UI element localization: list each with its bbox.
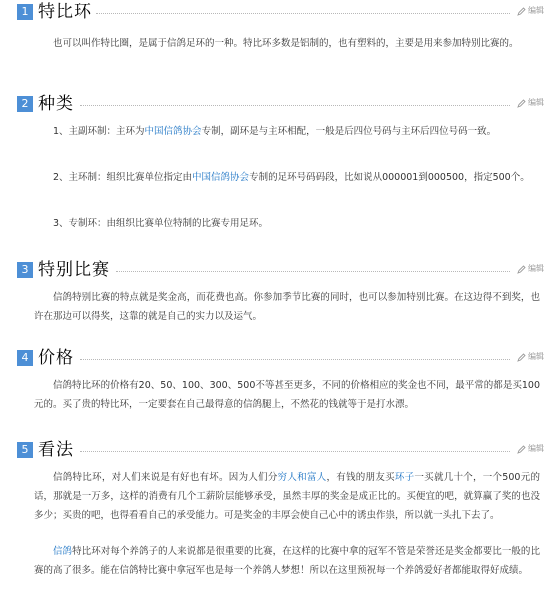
section-5: [0, 438, 554, 576]
paragraph-text: 特比环对每个养鸽子的人来说都是很重要的比赛，在这样的比赛中拿的冠军不管是荣誉还是奖金都要比一般的比赛的高了很多。能在信鸽特比赛中拿冠军也是每一个养鸽人梦想！所以在这里预祝每一个养鸽爱好者都能取得好成绩。: [34, 546, 540, 576]
section-title: 特比环: [38, 2, 92, 22]
paragraph-text: 也可以叫作特比圈，是属于信鸽足环的一种。特比环多数是铝制的，也有塑料的，主要是用来参加特别比赛的。: [53, 38, 519, 49]
edit-label: 编辑: [528, 98, 544, 107]
edit-label: 编辑: [528, 264, 544, 273]
paragraph-text: ，有钱的朋友买: [326, 472, 395, 483]
paragraph-text: 2、主环制：组织比赛单位指定由: [53, 172, 193, 183]
link-pigeon[interactable]: 信鸽: [53, 546, 73, 557]
pencil-icon: [517, 265, 526, 274]
heading-divider: [116, 271, 510, 272]
paragraph: [34, 468, 540, 525]
link-china-pigeon-association[interactable]: 中国信鸽协会: [192, 172, 250, 183]
paragraph-text: 一买就几十个，一个500元的话，那就是一万多，这样的消费有几个工薪阶层能够承受，虽然丰厚的奖金是成正比的。买便宜的吧，就算赢了奖的也没多少；买贵的吧，也得看看自己的承受能力。可是奖金的丰厚会使自己心中的诱虫作祟，所以就一头扎下去了。: [34, 472, 540, 521]
section-heading: [0, 258, 554, 282]
section-number: 1: [17, 4, 33, 20]
link-ring[interactable]: 环子: [394, 472, 415, 483]
section-number: 5: [17, 442, 33, 458]
paragraph-text: 信鸽特别比赛的特点就是奖金高，而花费也高。你参加季节比赛的同时，也可以参加特别比赛。在这边得不到奖，也许在那边可以得奖，这靠的就是自己的实力以及运气。: [34, 292, 540, 322]
paragraph: [34, 288, 540, 326]
edit-label: 编辑: [528, 444, 544, 453]
section-title: 种类: [38, 94, 74, 114]
heading-divider: [80, 451, 510, 452]
heading-divider: [96, 13, 510, 14]
section-heading: [0, 0, 554, 24]
section-title: 特别比赛: [38, 260, 110, 280]
section-title: 看法: [38, 440, 74, 460]
section-1: [0, 0, 554, 49]
section-number: 4: [17, 350, 33, 366]
heading-divider: [80, 105, 510, 106]
pencil-icon: [517, 7, 526, 16]
edit-label: 编辑: [528, 6, 544, 15]
paragraph: [34, 376, 540, 414]
paragraph-text: 专制，副环是与主环相配，一般是后四位号码与主环后四位号码一致。: [201, 126, 497, 137]
edit-button[interactable]: [517, 263, 544, 275]
paragraph: [34, 122, 540, 141]
paragraph: [34, 214, 540, 233]
pencil-icon: [517, 99, 526, 108]
section-heading: [0, 346, 554, 370]
paragraph-text: 3、专制环：由组织比赛单位特制的比赛专用足环。: [53, 218, 269, 229]
edit-button[interactable]: [517, 443, 544, 455]
pencil-icon: [517, 353, 526, 362]
pencil-icon: [517, 445, 526, 454]
paragraph: [34, 34, 540, 53]
section-title: 价格: [38, 348, 74, 368]
link-china-pigeon-association[interactable]: 中国信鸽协会: [144, 126, 202, 137]
edit-button[interactable]: [517, 97, 544, 109]
edit-button[interactable]: [517, 351, 544, 363]
section-2: [0, 92, 554, 229]
section-heading: [0, 92, 554, 116]
edit-button[interactable]: [517, 5, 544, 17]
heading-divider: [80, 359, 510, 360]
section-heading: [0, 438, 554, 462]
paragraph: [34, 168, 540, 187]
paragraph: [34, 542, 540, 580]
edit-label: 编辑: [528, 352, 544, 361]
section-number: 2: [17, 96, 33, 112]
paragraph-text: 信鸽特比环，对人们来说是有好也有坏。因为人们分: [53, 472, 278, 483]
section-3: [0, 258, 554, 322]
section-number: 3: [17, 262, 33, 278]
paragraph-text: 信鸽特比环的价格有20、50、100、300、500不等甚至更多，不同的价格相应的奖金也不同，最平常的都是买100元的。买了贵的特比环，一定要套在自己最得意的信鸽腿上，不然花的钱就等于是打水漂。: [34, 380, 540, 410]
paragraph-text: 专制的足环号码码段，比如说从000001到000500，指定500个。: [249, 172, 530, 183]
paragraph-text: 1、主副环制：主环为: [53, 126, 145, 137]
link-rich-and-poor[interactable]: 穷人和富人: [277, 472, 327, 483]
section-4: [0, 346, 554, 410]
